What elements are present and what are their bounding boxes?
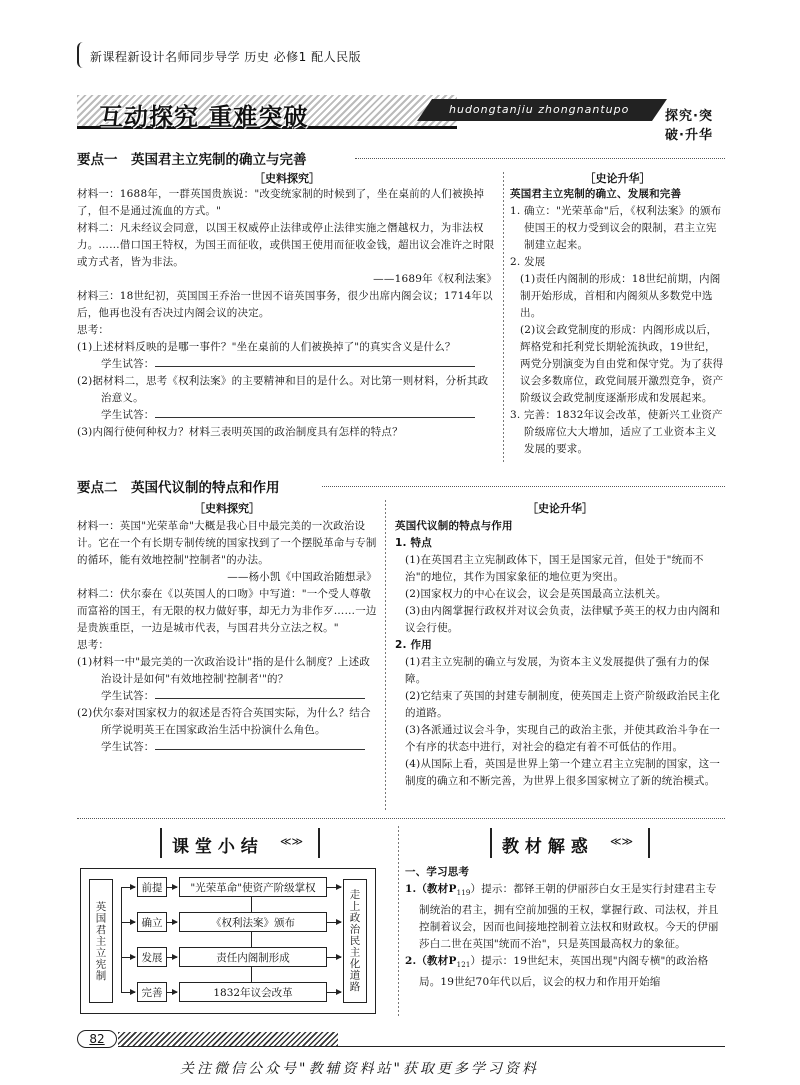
header-bracket: [77, 42, 83, 68]
p2-answer-field-1[interactable]: [155, 698, 365, 699]
flow-stage-2: [137, 912, 167, 932]
p2-summary-1c: (3)由内阁掌握行政权并对议会负责，法律赋予英王的权力由内阁和议会行使。: [405, 605, 721, 634]
flow-arrow-right-4: [327, 992, 341, 993]
flow-stage-3: [137, 947, 167, 967]
p2-material-1: 材料一：英国"光荣革命"大概是我心目中最完美的一次政治设计。它在一个有长期专制传统的国家找到了一个摆脱革命与专制的循环，能有效地控制"控制者"的办法。: [77, 520, 377, 566]
flow-arrow-left-3: [121, 957, 135, 958]
textbook-item-2-label: 2.（教材P: [405, 955, 457, 968]
point2-right-column: [395, 518, 725, 790]
p1-summary-3: 3. 完善：1832年议会改革，使新兴工业资产阶级席位大大增加，适应了工业资本主义发展的要求。: [510, 409, 723, 455]
answer-label: 学生试答：: [101, 690, 155, 702]
textbook-item-2: [405, 953, 725, 991]
p1-answer-field-1[interactable]: [155, 366, 475, 367]
p2-question-2: (2)伏尔泰对国家权力的叙述是否符合英国实际，为什么？结合所学说明英王在国家政治生活中扮演什么角色。: [77, 707, 371, 736]
point1-heading: 要点一 英国君主立宪制的确立与完善: [77, 152, 307, 168]
page-number: 82: [89, 1032, 105, 1046]
p2-summary-1: 1. 特点: [395, 537, 432, 549]
footer-hatch: [118, 1032, 338, 1046]
flow-event-2-text: 《权利法案》颁布: [211, 916, 295, 929]
footer-slogan: 关注微信公众号"教辅资料站"获取更多学习资料: [180, 1061, 539, 1077]
p1-summary-2: 2. 发展: [510, 256, 546, 268]
point1-left-tag: ［史料探究］: [254, 172, 320, 185]
flow-stage-4-text: 完善: [141, 986, 163, 999]
point2-left-tag: ［史料探究］: [194, 502, 260, 515]
p1-material-2: 材料二：凡未经议会同意，以国王权威停止法律或停止法律实施之僭越权力，为非法权力。……借口国王特权，为国王而征收，或供国王使用而征收金钱，超出议会准许之时限或方式者，皆为非法。: [77, 222, 495, 268]
p2-answer-row-1: [77, 688, 377, 705]
bottom-column-divider: [398, 826, 399, 1016]
flow-event-1: [179, 877, 327, 897]
point1-right-column: [510, 186, 725, 458]
banner-motto: 探究·突破·升华: [665, 109, 713, 143]
textbook-column: [405, 864, 725, 991]
textbook-item-1-page: 119: [456, 889, 471, 898]
p2-answer-row-2: [77, 739, 377, 756]
flow-left-spine: [121, 887, 122, 992]
textbook-item-1-label: 1.（教材P: [405, 883, 457, 895]
flow-stage-1: [137, 877, 167, 897]
point1-column-divider: [503, 172, 504, 464]
flow-arrow-right-2: [327, 922, 341, 923]
flow-stage-3-text: 发展: [141, 951, 163, 964]
flow-arrow-mid-2: [167, 922, 177, 923]
textbook-item-2-text: ）提示：19世纪末，英国出现"内阁专横"的政治格局。19世纪70年代以后，议会的权力和作用开始缩: [419, 955, 709, 989]
textbook-title: 教 材 解 惑: [502, 837, 588, 857]
p2-summary-title: 英国代议制的特点与作用: [395, 520, 513, 532]
p2-think-label: 思考：: [77, 639, 110, 651]
flow-stage-4: [137, 982, 167, 1002]
flow-down-2: [251, 932, 252, 947]
flow-arrow-right-3: [327, 957, 341, 958]
flow-event-3: [179, 947, 327, 967]
p1-answer-row-1: [77, 356, 497, 373]
flow-arrow-mid-1: [167, 887, 177, 888]
flow-arrow-left-2: [121, 922, 135, 923]
p1-question-1: (1)上述材料反映的是哪一事件？"坐在桌前的人们被换掉了"的真实含义是什么？: [77, 341, 456, 353]
answer-label: 学生试答：: [101, 358, 155, 370]
p1-summary-title: 英国君主立宪制的确立、发展和完善: [510, 188, 682, 200]
textbook-subtitle: 一、学习思考: [405, 866, 470, 878]
point2-right-tag: ［史论升华］: [527, 502, 593, 515]
flow-right-label-text: 走上政治民主化道路: [348, 889, 361, 993]
p1-answer-field-2[interactable]: [155, 417, 475, 418]
flow-stage-1-text: 前提: [141, 881, 163, 894]
flow-down-3: [251, 967, 252, 982]
p2-summary-1a: (1)在英国君主立宪制政体下，国王是国家元首，但处于"统而不治"的地位，其作为国家象征的地位更为突出。: [405, 554, 704, 583]
p2-summary-1b: (2)国家权力的中心在议会，议会是英国最高立法机关。: [405, 588, 667, 600]
flow-left-label: [89, 879, 113, 1003]
flow-event-2: [179, 912, 327, 932]
p1-answer-row-2: [77, 407, 497, 424]
summary-title-box: [160, 828, 320, 858]
point2-heading: 要点二 英国代议制的特点和作用: [77, 480, 280, 496]
banner-pinyin: hudongtanjiu zhongnantupo: [449, 103, 630, 116]
textbook-item-2-page: 121: [456, 961, 471, 970]
p2-answer-field-2[interactable]: [155, 749, 365, 750]
bottom-section-divider: [77, 818, 725, 819]
p1-question-3: (3)内阁行使何种权力？材料三表明英国的政治制度具有怎样的特点？: [77, 426, 403, 438]
p2-material-1-source: ——杨小凯《中国政治随想录》: [227, 571, 377, 583]
p2-material-2: 材料二：伏尔泰在《以英国人的口吻》中写道："一个受人尊敬而富裕的国王，有无限的权力做好事，却无力为非作歹……一边是贵族重臣，一边是城市代表，与国君共分立法之权。": [77, 588, 377, 634]
section-banner: [77, 95, 725, 143]
flow-stage-2-text: 确立: [141, 916, 163, 929]
flow-left-label-text: 英国君主立宪制: [94, 900, 107, 982]
banner-title: 互动探究 重难突破: [99, 103, 309, 131]
point1-right-tag: ［史论升华］: [584, 172, 651, 185]
footer-rule: [118, 1046, 725, 1047]
point1-heading-rule: [355, 158, 725, 159]
p1-material-3: 材料三：18世纪初，英国国王乔治一世因不谙英国事务，很少出席内阁会议；1714年以后，他再也没有否决过内阁会议的决定。: [77, 290, 493, 319]
textbook-title-ornament: ≪≫: [610, 835, 634, 848]
p1-summary-2a: (1)责任内阁制的形成：18世纪前期，内阁制开始形成，首相和内阁须从多数党中选出。: [520, 273, 721, 319]
p1-summary-2b: (2)议会政党制度的形成：内阁形成以后，辉格党和托利党长期轮流执政，19世纪，两党分别演变为自由党和保守党。为了获得议会多数席位，政党间展开激烈竞争，资产阶级议会政党制度逐渐形成和发展起来。: [520, 324, 724, 404]
textbook-item-1-text: ）提示：都铎王朝的伊丽莎白女王是实行封建君主专制统治的君主，拥有空前加强的王权，掌握行政、司法权，并且控制着议会，因而也间接地控制着立法权和财政权。今天的伊丽莎白二世在英国"统而不治"，只是英国最高权力的象征。: [419, 883, 719, 951]
summary-title-ornament: ≪≫: [280, 835, 304, 848]
flow-arrow-mid-4: [167, 992, 177, 993]
point2-heading-rule: [322, 486, 725, 487]
p2-summary-2c: (3)各派通过议会斗争，实现自己的政治主张，并使其政治斗争在一个有序的状态中进行，对社会的稳定有着不可低估的作用。: [405, 724, 721, 753]
page-number-box: [77, 1030, 117, 1048]
flow-arrow-right-1: [327, 887, 341, 888]
p1-material-2-source: ——1689年《权利法案》: [373, 273, 497, 285]
flow-event-4: [179, 982, 327, 1002]
p1-material-1: 材料一：1688年，一群英国贵族说："改变统家制的时候到了，坐在桌前的人们被换掉了，但不是通过流血的方式。": [77, 188, 485, 217]
p1-question-2: (2)据材料二，思考《权利法案》的主要精神和目的是什么。对比第一则材料，分析其政治意义。: [77, 375, 489, 404]
p2-summary-2d: (4)从国际上看，英国是世界上第一个建立君主立宪制的国家，这一制度的确立和不断完善，为世界上很多国家树立了新的统治模式。: [405, 758, 721, 787]
textbook-title-box: [490, 828, 650, 858]
p2-summary-2b: (2)它结束了英国的封建专制制度，使英国走上资产阶级政治民主化的道路。: [405, 690, 721, 719]
point2-left-column: [77, 518, 377, 756]
flow-event-3-text: 责任内阁制形成: [216, 951, 290, 964]
answer-label: 学生试答：: [101, 409, 155, 421]
p2-question-1: (1)材料一中"最完美的一次政治设计"指的是什么制度？上述政治设计是如何"有效地控制'控制者'"的？: [77, 656, 371, 685]
summary-title: 课 堂 小 结: [172, 837, 258, 857]
summary-flowchart: [80, 868, 376, 1014]
answer-label: 学生试答：: [101, 741, 155, 753]
flow-event-4-text: 1832年议会改革: [213, 986, 293, 999]
flow-right-label: [343, 879, 367, 1003]
flow-arrow-left-4: [121, 992, 135, 993]
textbook-item-1: [405, 881, 725, 953]
flow-arrow-mid-3: [167, 957, 177, 958]
p1-think-label: 思考：: [77, 324, 110, 336]
flow-arrow-left-1: [121, 887, 135, 888]
running-title: 新课程新设计名师同步导学 历史 必修1 配人民版: [90, 50, 362, 64]
flow-event-1-text: "光荣革命"使资产阶级掌权: [190, 881, 316, 894]
point1-left-column: [77, 186, 497, 441]
p2-summary-2a: (1)君主立宪制的确立与发展，为资本主义发展提供了强有力的保障。: [405, 656, 710, 685]
point2-column-divider: [385, 500, 386, 810]
p2-summary-2: 2. 作用: [395, 639, 432, 651]
p1-summary-1: 1. 确立："光荣革命"后，《权利法案》的颁布使国王的权力受到议会的限制，君主立宪制建立起来。: [510, 205, 722, 251]
flow-down-1: [251, 897, 252, 912]
